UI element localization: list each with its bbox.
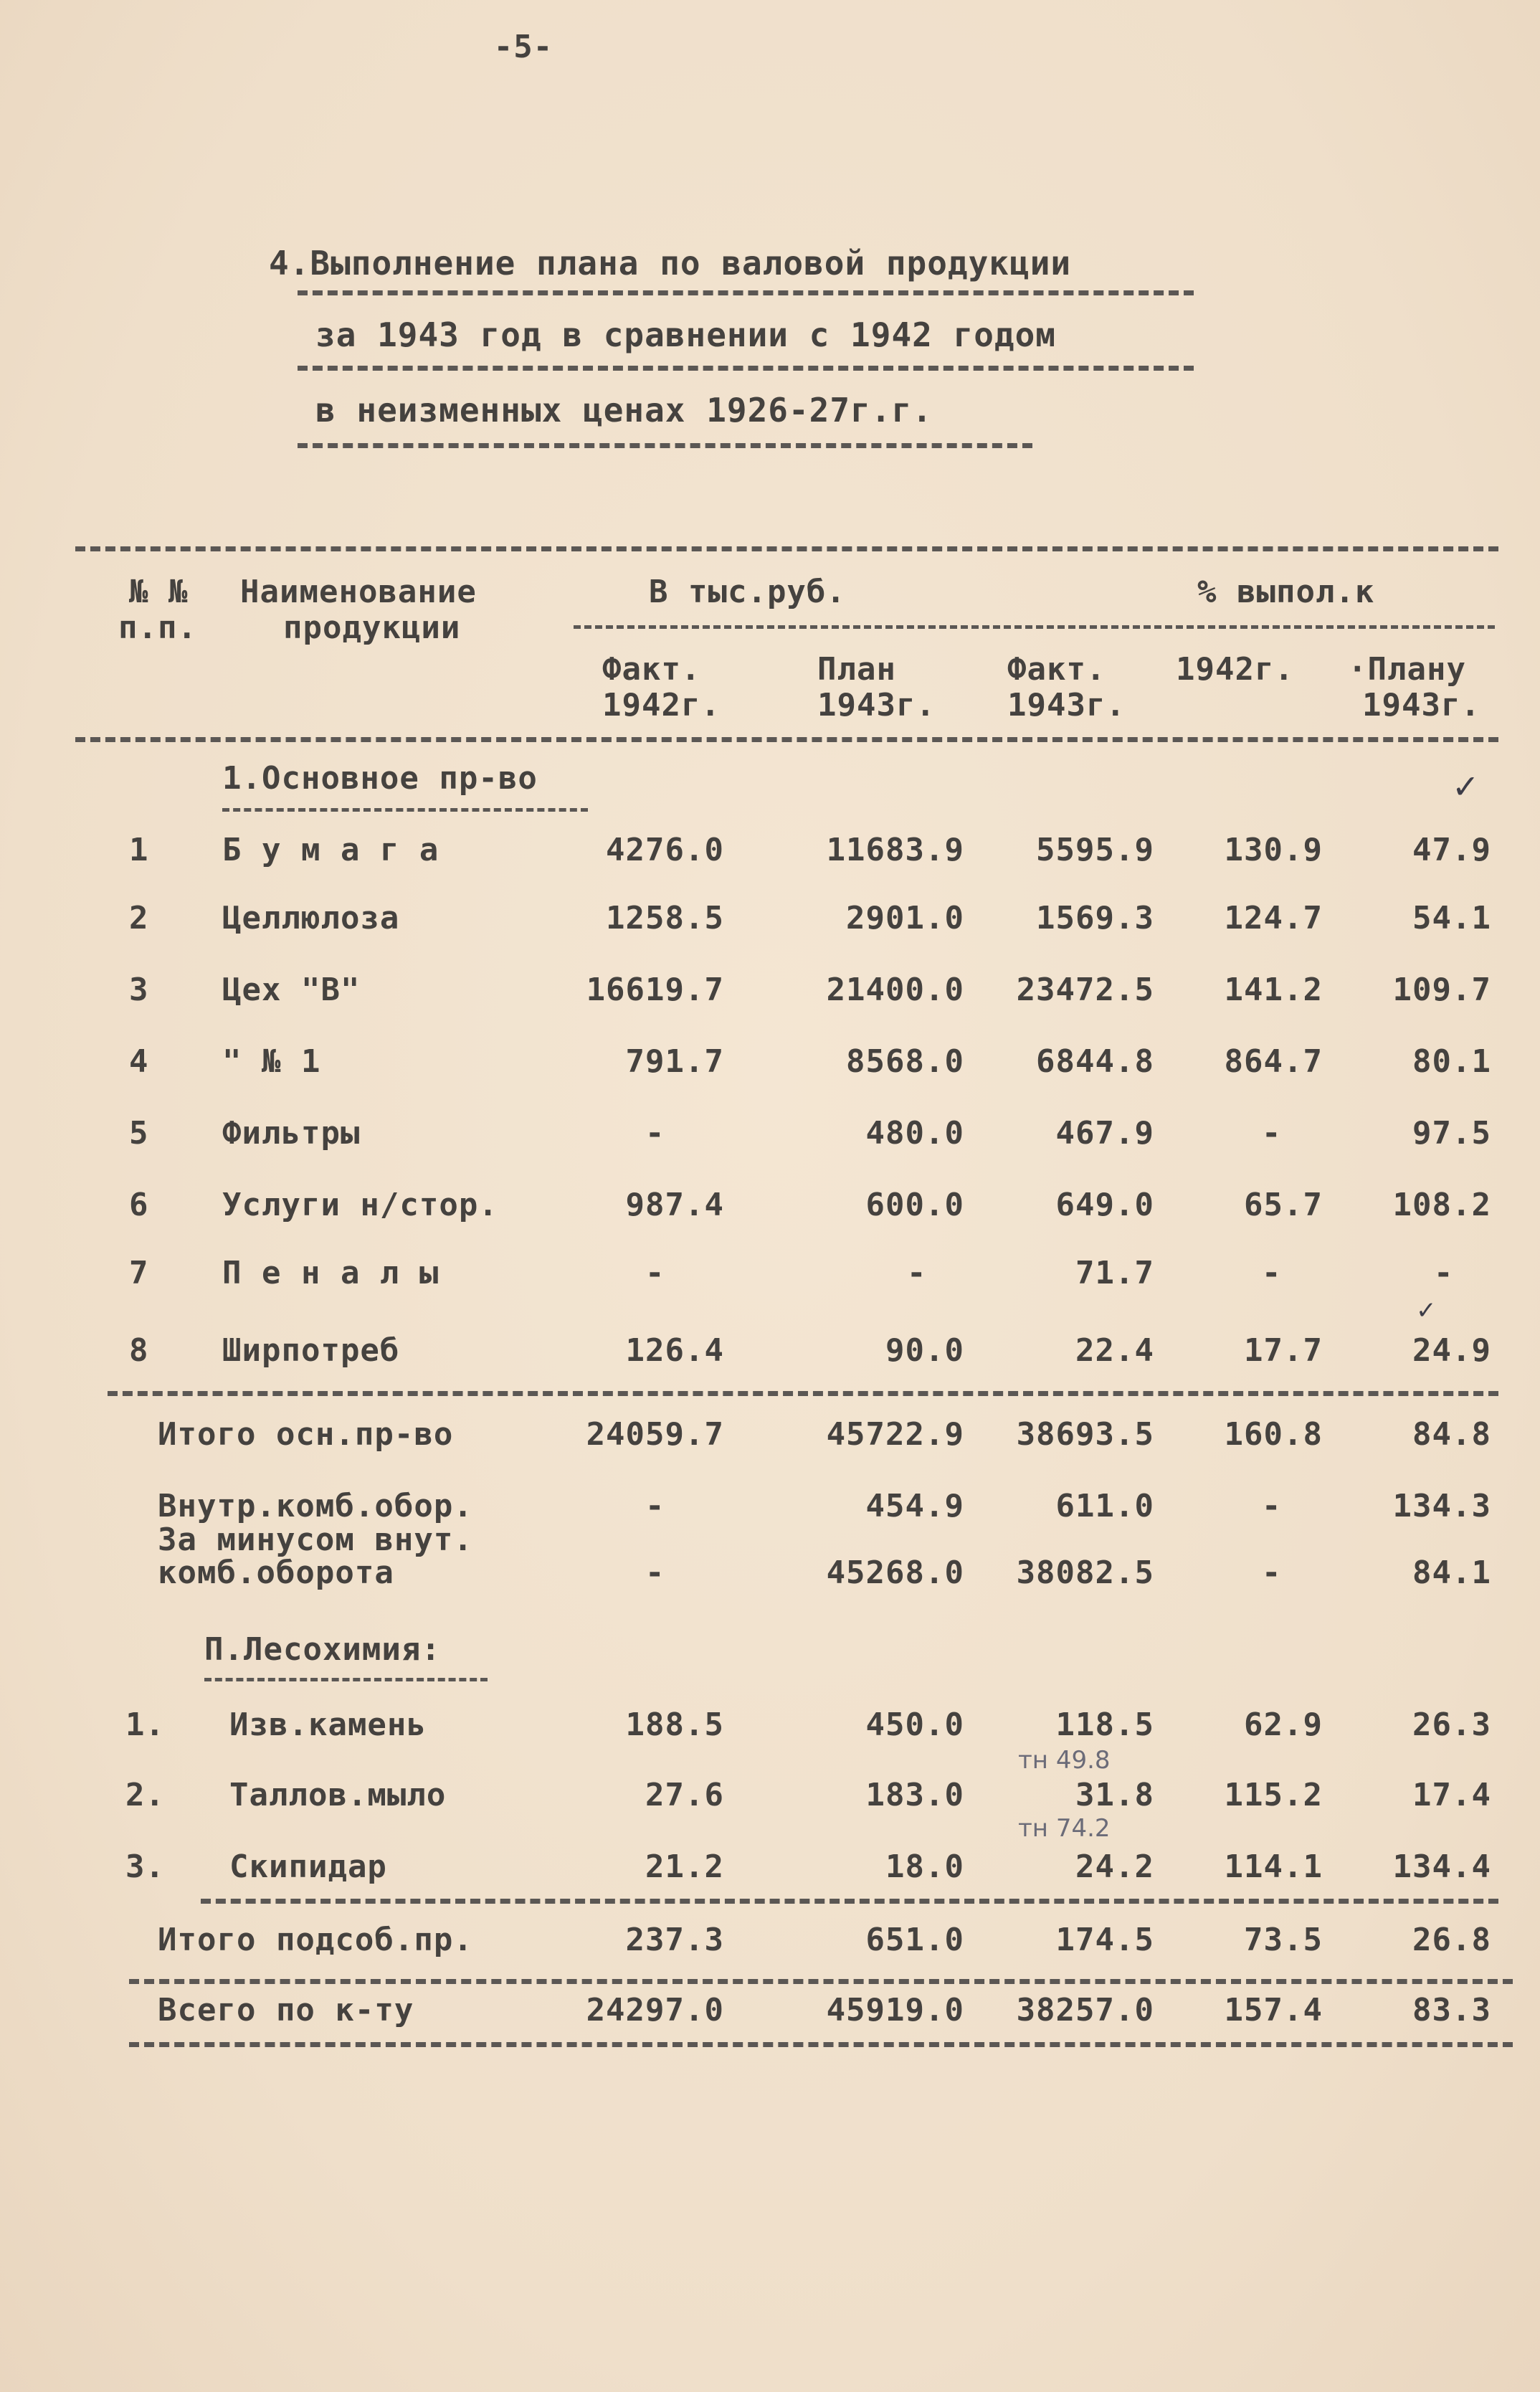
header-rule: [574, 625, 1495, 629]
grand-total-p43: 45919.0: [826, 1992, 964, 2028]
page-number: -5-: [493, 29, 553, 65]
row-f43: 71.7: [1075, 1255, 1154, 1291]
internal-f42: -: [645, 1488, 665, 1524]
row-f43: 6844.8: [1036, 1043, 1154, 1080]
total-aux-pc42: 73.5: [1244, 1922, 1323, 1958]
grand-total-pcp: 83.3: [1412, 1992, 1491, 2028]
total-aux-f42: 237.3: [625, 1922, 724, 1958]
row-pcp: 54.1: [1412, 900, 1491, 936]
row-f43: 22.4: [1075, 1332, 1154, 1369]
row-name: Итого осн.пр-во: [158, 1416, 454, 1453]
row-pc42: 141.2: [1224, 972, 1323, 1008]
header-plan-1943: План: [817, 651, 896, 688]
header-fakt-1942-year: 1942г.: [602, 687, 721, 723]
check-mark: ✓: [1452, 767, 1480, 806]
row-f43: 118.5: [1055, 1707, 1154, 1743]
row-number: 8: [129, 1332, 149, 1369]
row-p43: 8568.0: [846, 1043, 964, 1080]
row-name: Внутр.комб.обор.: [158, 1488, 473, 1524]
row-number: 5: [129, 1115, 149, 1152]
row-f42: 1258.5: [606, 900, 724, 936]
row-name: П е н а л ы: [222, 1255, 439, 1291]
row-f43: 1569.3: [1036, 900, 1154, 936]
row-number: 7: [129, 1255, 149, 1291]
row-f43: 31.8: [1075, 1777, 1154, 1813]
row-f42: 27.6: [645, 1777, 724, 1813]
row-name: Фильтры: [222, 1115, 361, 1152]
row-pcp: 97.5: [1412, 1115, 1491, 1152]
minus-internal-f43: 38082.5: [1016, 1555, 1154, 1591]
title-line-3: в неизменных ценах 1926-27г.г.: [315, 391, 933, 429]
row-name: Итого подсоб.пр.: [158, 1922, 473, 1958]
row-f43: 5595.9: [1036, 832, 1154, 868]
row-pc42: 130.9: [1224, 832, 1323, 868]
rule: [129, 1979, 1513, 1984]
minus-internal-pcp: 84.1: [1412, 1555, 1491, 1591]
row-f43: 467.9: [1055, 1115, 1154, 1152]
header-plan-1943-year: 1943г.: [817, 687, 936, 723]
row-p43: 183.0: [865, 1777, 964, 1813]
row-name: Целлюлоза: [222, 900, 400, 936]
total-main-f43: 38693.5: [1016, 1416, 1154, 1453]
grand-total-f43: 38257.0: [1016, 1992, 1154, 2028]
row-name: Таллов.мыло: [229, 1777, 447, 1813]
row-number: 1: [129, 832, 149, 868]
minus-internal-f42: -: [645, 1555, 665, 1591]
row-number: 6: [129, 1187, 149, 1223]
row-number: 2.: [125, 1777, 165, 1813]
internal-f43: 611.0: [1055, 1488, 1154, 1524]
minus-internal-pc42: -: [1262, 1555, 1282, 1591]
row-name-2: комб.оборота: [158, 1555, 394, 1591]
underline: [298, 366, 1194, 371]
row-pcp: 109.7: [1392, 972, 1491, 1008]
header-name-2: продукции: [283, 609, 461, 646]
handwritten-note-2: тн 74.2: [1018, 1814, 1111, 1843]
row-p43: -: [907, 1255, 927, 1291]
row-pc42: 62.9: [1244, 1707, 1323, 1743]
row-number: 3: [129, 972, 149, 1008]
row-p43: 21400.0: [826, 972, 964, 1008]
row-f43: 649.0: [1055, 1187, 1154, 1223]
row-name: Ширпотреб: [222, 1332, 400, 1369]
section-title-chem: П.Лесохимия:: [204, 1631, 441, 1668]
row-name: Б у м а г а: [222, 832, 439, 868]
underline: [222, 808, 588, 812]
underline: [298, 443, 1032, 448]
header-num-2: п.п.: [118, 609, 197, 646]
row-p43: 90.0: [885, 1332, 964, 1369]
rule: [201, 1899, 1498, 1904]
row-pc42: 114.1: [1224, 1848, 1323, 1885]
rule: [129, 2042, 1513, 2047]
row-pcp: 108.2: [1392, 1187, 1491, 1223]
header-group-pct: % выпол.к: [1197, 574, 1375, 610]
underline: [298, 290, 1194, 295]
row-pc42: 124.7: [1224, 900, 1323, 936]
grand-total-pc42: 157.4: [1224, 1992, 1323, 2028]
row-name: Всего по к-ту: [158, 1992, 414, 2028]
row-p43: 18.0: [885, 1848, 964, 1885]
internal-pcp: 134.3: [1392, 1488, 1491, 1524]
header-num: № №: [129, 574, 189, 610]
row-name: Скипидар: [229, 1848, 387, 1885]
header-pct-plan-year: 1943г.: [1362, 687, 1480, 723]
row-number: 1.: [125, 1707, 165, 1743]
row-pcp: 80.1: [1412, 1043, 1491, 1080]
row-f42: 4276.0: [606, 832, 724, 868]
row-f42: 188.5: [625, 1707, 724, 1743]
check-mark: ✓: [1416, 1296, 1437, 1325]
header-pct-1942: 1942г.: [1176, 651, 1294, 688]
row-p43: 600.0: [865, 1187, 964, 1223]
handwritten-note-1: тн 49.8: [1018, 1746, 1111, 1775]
row-number: 3.: [125, 1848, 165, 1885]
title-line-1: 4.Выполнение плана по валовой продукции: [269, 244, 1072, 283]
section-title-main: 1.Основное пр-во: [222, 760, 538, 797]
row-pcp: 24.9: [1412, 1332, 1491, 1369]
underline: [204, 1678, 488, 1681]
row-p43: 480.0: [865, 1115, 964, 1152]
total-main-f42: 24059.7: [586, 1416, 724, 1453]
row-pc42: 115.2: [1224, 1777, 1323, 1813]
header-fakt-1943-year: 1943г.: [1007, 687, 1126, 723]
row-p43: 450.0: [865, 1707, 964, 1743]
total-aux-pcp: 26.8: [1412, 1922, 1491, 1958]
rule: [108, 1391, 1498, 1396]
row-pc42: 17.7: [1244, 1332, 1323, 1369]
minus-internal-p43: 45268.0: [826, 1555, 964, 1591]
row-pcp: -: [1434, 1255, 1454, 1291]
total-aux-p43: 651.0: [865, 1922, 964, 1958]
row-name: Услуги н/стор.: [222, 1187, 498, 1223]
row-name: " № 1: [222, 1043, 321, 1080]
row-pcp: 47.9: [1412, 832, 1491, 868]
total-main-pc42: 160.8: [1224, 1416, 1323, 1453]
row-name: За минусом внут.: [158, 1522, 473, 1558]
row-pc42: -: [1262, 1255, 1282, 1291]
row-name: Цех "В": [222, 972, 361, 1008]
row-f42: 16619.7: [586, 972, 724, 1008]
header-group-rub: В тыс.руб.: [649, 574, 846, 610]
row-number: 2: [129, 900, 149, 936]
header-name: Наименование: [240, 574, 477, 610]
row-pcp: 17.4: [1412, 1777, 1491, 1813]
row-p43: 11683.9: [826, 832, 964, 868]
total-aux-f43: 174.5: [1055, 1922, 1154, 1958]
row-pc42: 65.7: [1244, 1187, 1323, 1223]
header-fakt-1943: Факт.: [1007, 651, 1106, 688]
row-f42: -: [645, 1255, 665, 1291]
row-f42: 791.7: [625, 1043, 724, 1080]
row-f43: 24.2: [1075, 1848, 1154, 1885]
row-f42: 987.4: [625, 1187, 724, 1223]
header-fakt-1942: Факт.: [602, 651, 701, 688]
internal-pc42: -: [1262, 1488, 1282, 1524]
total-main-pcp: 84.8: [1412, 1416, 1491, 1453]
header-pct-plan: ·Плану: [1348, 651, 1466, 688]
row-p43: 2901.0: [846, 900, 964, 936]
row-pcp: 134.4: [1392, 1848, 1491, 1885]
row-name: Изв.камень: [229, 1707, 427, 1743]
table-top-rule: [75, 546, 1498, 551]
row-pc42: 864.7: [1224, 1043, 1323, 1080]
row-pc42: -: [1262, 1115, 1282, 1152]
row-pcp: 26.3: [1412, 1707, 1491, 1743]
total-main-p43: 45722.9: [826, 1416, 964, 1453]
grand-total-f42: 24297.0: [586, 1992, 724, 2028]
header-bottom-rule: [75, 737, 1498, 742]
title-line-2: за 1943 год в сравнении с 1942 годом: [315, 315, 1056, 354]
internal-p43: 454.9: [865, 1488, 964, 1524]
row-number: 4: [129, 1043, 149, 1080]
row-f42: 126.4: [625, 1332, 724, 1369]
row-f42: 21.2: [645, 1848, 724, 1885]
row-f43: 23472.5: [1016, 972, 1154, 1008]
row-f42: -: [645, 1115, 665, 1152]
